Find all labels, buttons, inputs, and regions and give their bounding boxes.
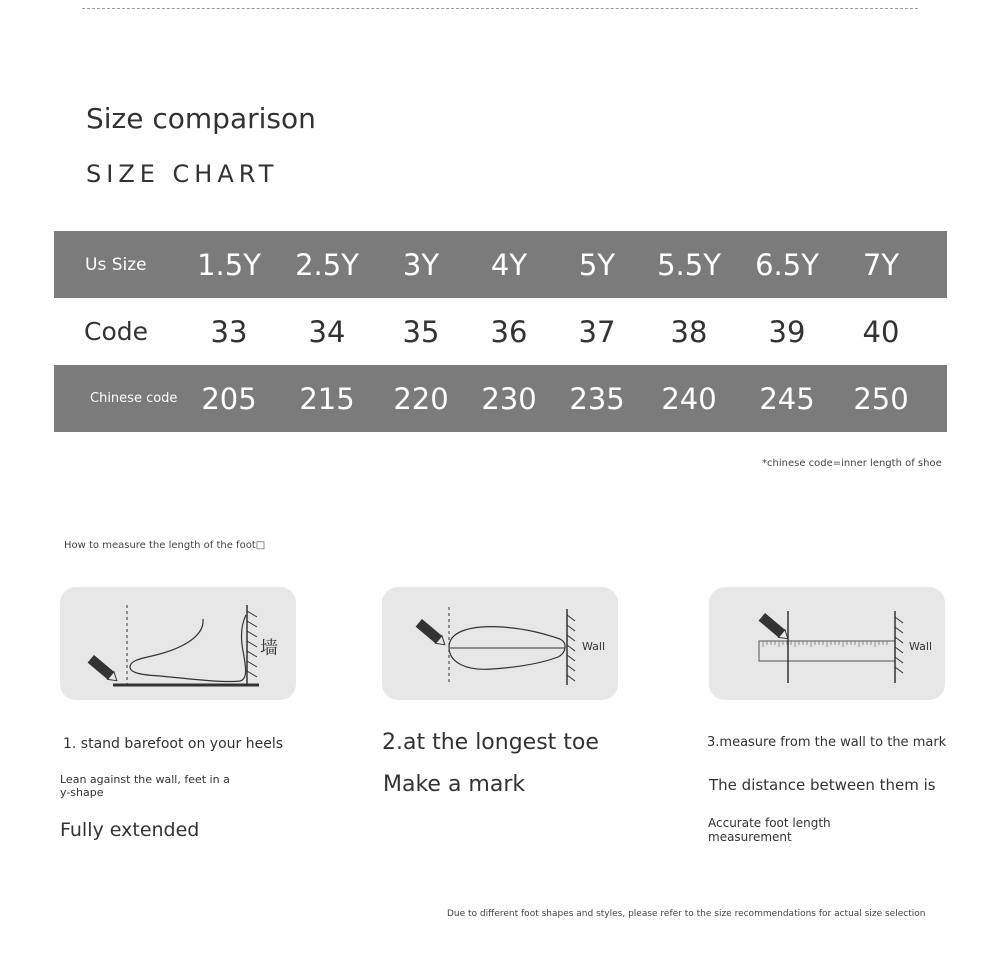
table-cell: 240 — [661, 381, 717, 416]
table-cell: 1.5Y — [197, 247, 261, 282]
table-cell: 5Y — [578, 247, 616, 282]
table-cell: 7Y — [862, 247, 900, 282]
step-2-line-1: 2.at the longest toe — [382, 730, 599, 755]
table-cell: 38 — [670, 314, 708, 349]
table-cell: 3Y — [402, 247, 440, 282]
table-cell: 4Y — [490, 247, 528, 282]
row-label-chinese-code: Chinese code — [90, 391, 178, 406]
top-divider — [82, 8, 918, 9]
table-cell: 34 — [308, 314, 346, 349]
table-cell: 5.5Y — [657, 247, 721, 282]
table-cell: 6.5Y — [755, 247, 819, 282]
wall-label: Wall — [909, 640, 933, 653]
page-title: Size comparison — [86, 102, 316, 135]
table-cell: 215 — [299, 381, 355, 416]
table-cell: 37 — [578, 314, 616, 349]
footer-disclaimer: Due to different foot shapes and styles, please refer to the size recommendations for actual size selection — [447, 909, 926, 919]
step-1-line-1: 1. stand barefoot on your heels — [63, 736, 284, 752]
table-cell: 230 — [481, 381, 537, 416]
table-cell: 33 — [210, 314, 248, 349]
step-3-card — [709, 587, 945, 700]
step-1-line-3: Fully extended — [60, 819, 200, 841]
table-cell: 36 — [490, 314, 528, 349]
size-note: *chinese code=inner length of shoe — [762, 458, 942, 469]
page-subtitle: SIZE CHART — [86, 160, 279, 188]
table-cell: 245 — [759, 381, 815, 416]
table-cell: 250 — [853, 381, 909, 416]
wall-label: 墙 — [260, 638, 278, 659]
table-cell: 40 — [862, 314, 900, 349]
table-cell: 35 — [402, 314, 440, 349]
table-cell: 2.5Y — [295, 247, 359, 282]
step-3-line-2: The distance between them is — [709, 776, 936, 794]
table-cell: 39 — [768, 314, 806, 349]
table-cell: 205 — [201, 381, 257, 416]
table-cell: 235 — [569, 381, 625, 416]
step-2-card — [382, 587, 618, 700]
step-1-line-2: Lean against the wall, feet in a y-shape — [60, 773, 230, 799]
row-label-us-size: Us Size — [85, 254, 147, 275]
row-label-code: Code — [84, 317, 149, 346]
howto-heading: How to measure the length of the foot□ — [64, 540, 266, 551]
step-2-line-2: Make a mark — [383, 772, 526, 797]
table-row-code — [54, 298, 947, 365]
table-cell: 220 — [393, 381, 449, 416]
step-3-line-1: 3.measure from the wall to the mark — [707, 735, 947, 750]
table-row-chinese-code — [54, 365, 947, 432]
wall-label: Wall — [582, 640, 606, 653]
step-3-line-3: Accurate foot length measurement — [708, 816, 831, 844]
step-1-card — [60, 587, 296, 700]
table-row-us-size — [54, 231, 947, 298]
